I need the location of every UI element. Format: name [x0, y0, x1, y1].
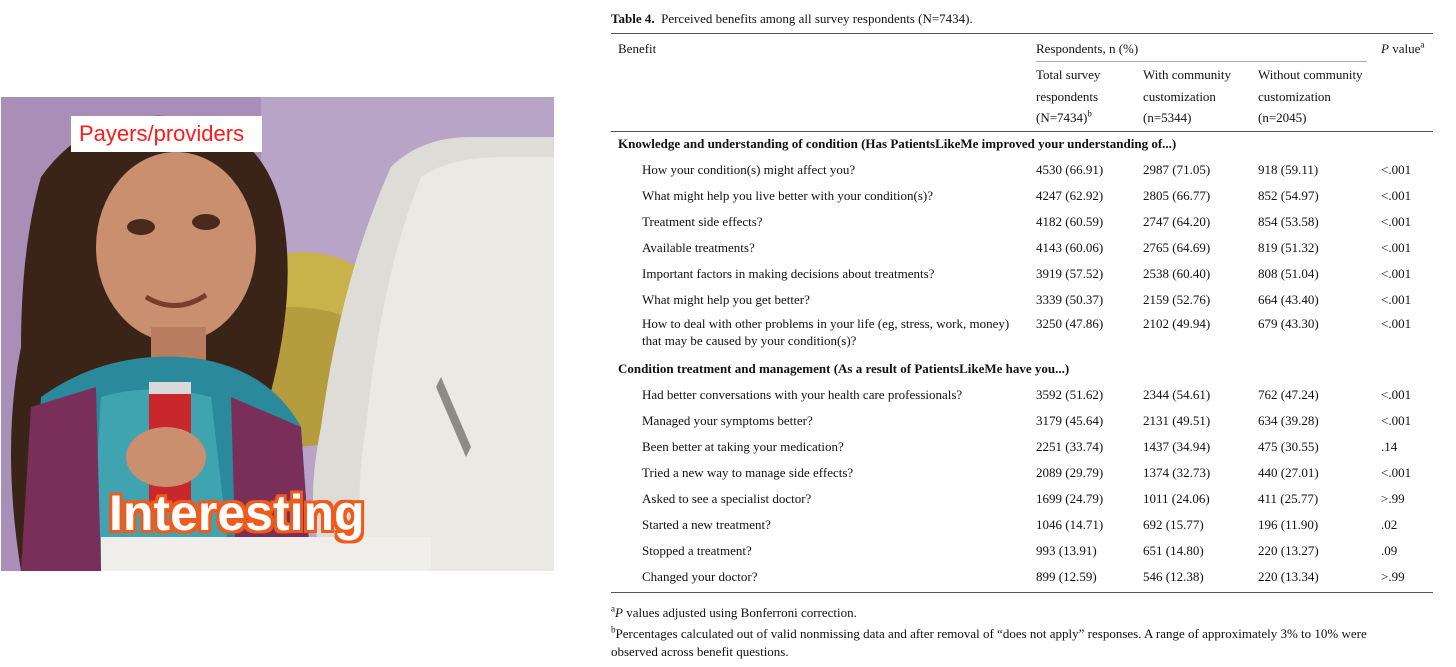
with-cell: 2159 (52.76) — [1143, 292, 1211, 307]
meme-caption: Interesting — [109, 485, 365, 541]
header-total-l1: Total survey — [1036, 67, 1101, 82]
header-p-value: P value$^a$ — [1381, 39, 1425, 56]
p-cell: <.001 — [1381, 292, 1412, 307]
p-cell: .09 — [1381, 543, 1398, 558]
with-cell: 2987 (71.05) — [1143, 162, 1211, 177]
with-cell: 2131 (49.51) — [1143, 413, 1211, 428]
benefit-cell: What might help you live better with your condition(s)? — [642, 188, 933, 203]
footnote-a: $^a$P values adjusted using Bonferroni correction. — [611, 603, 857, 620]
total-cell: 4182 (60.59) — [1036, 214, 1104, 229]
with-cell: 1011 (24.06) — [1143, 491, 1210, 506]
footnote-b-cont: observed across benefit questions. — [611, 644, 789, 659]
total-cell: 4247 (62.92) — [1036, 188, 1104, 203]
total-cell: 993 (13.91) — [1036, 543, 1097, 558]
benefit-cell: Available treatments? — [642, 240, 755, 255]
without-cell: 475 (30.55) — [1258, 439, 1319, 454]
without-cell: 819 (51.32) — [1258, 240, 1319, 255]
benefit-cell: Had better conversations with your health care professionals? — [642, 387, 963, 402]
header-without-l2: customization — [1258, 89, 1331, 104]
without-cell: 220 (13.27) — [1258, 543, 1319, 558]
with-cell: 1437 (34.94) — [1143, 439, 1211, 454]
p-cell: <.001 — [1381, 162, 1412, 177]
benefit-cell: Tried a new way to manage side effects? — [642, 465, 854, 480]
total-cell: 4530 (66.91) — [1036, 162, 1104, 177]
benefit-cell: How to deal with other problems in your life (eg, stress, work, money) — [642, 316, 1010, 331]
total-cell: 4143 (60.06) — [1036, 240, 1104, 255]
total-cell: 3919 (57.52) — [1036, 266, 1104, 281]
p-cell: <.001 — [1381, 465, 1412, 480]
with-cell: 1374 (32.73) — [1143, 465, 1211, 480]
total-cell: 3339 (50.37) — [1036, 292, 1104, 307]
table-top-rule — [611, 33, 1433, 34]
benefit-cell: Stopped a treatment? — [642, 543, 752, 558]
meme-top-label: Payers/providers — [71, 116, 262, 152]
p-cell: <.001 — [1381, 240, 1412, 255]
without-cell: 852 (54.97) — [1258, 188, 1319, 203]
benefit-cell: Changed your doctor? — [642, 569, 758, 584]
without-cell: 196 (11.90) — [1258, 517, 1319, 532]
without-cell: 411 (25.77) — [1258, 491, 1319, 506]
p-cell: <.001 — [1381, 387, 1412, 402]
total-cell: 3250 (47.86) — [1036, 316, 1104, 331]
benefit-cell: How your condition(s) might affect you? — [642, 162, 856, 177]
benefit-cell: Treatment side effects? — [642, 214, 763, 229]
header-with-l3: (n=5344) — [1143, 110, 1192, 125]
without-cell: 918 (59.11) — [1258, 162, 1319, 177]
header-benefit: Benefit — [618, 41, 657, 56]
p-cell: >.99 — [1381, 569, 1405, 584]
with-cell: 692 (15.77) — [1143, 517, 1204, 532]
header-with-l2: customization — [1143, 89, 1216, 104]
without-cell: 679 (43.30) — [1258, 316, 1319, 331]
header-bottom-rule — [611, 131, 1433, 132]
total-cell: 3179 (45.64) — [1036, 413, 1104, 428]
header-respondents-rule — [1036, 61, 1367, 62]
p-cell: .02 — [1381, 517, 1398, 532]
meme-image — [1, 97, 554, 571]
p-cell: <.001 — [1381, 266, 1412, 281]
benefit-cell: Managed your symptoms better? — [642, 413, 813, 428]
without-cell: 440 (27.01) — [1258, 465, 1319, 480]
benefit-cell: What might help you get better? — [642, 292, 810, 307]
p-cell: <.001 — [1381, 188, 1412, 203]
without-cell: 762 (47.24) — [1258, 387, 1319, 402]
header-without-l3: (n=2045) — [1258, 110, 1307, 125]
table-number: Table 4. — [611, 11, 655, 26]
with-cell: 2344 (54.61) — [1143, 387, 1211, 402]
header-with-l1: With community — [1143, 67, 1231, 82]
without-cell: 808 (51.04) — [1258, 266, 1319, 281]
benefit-cell: Asked to see a specialist doctor? — [642, 491, 812, 506]
without-cell: 634 (39.28) — [1258, 413, 1319, 428]
header-respondents: Respondents, n (%) — [1036, 41, 1139, 56]
total-cell: 1046 (14.71) — [1036, 517, 1104, 532]
total-cell: 899 (12.59) — [1036, 569, 1097, 584]
with-cell: 651 (14.80) — [1143, 543, 1204, 558]
benefit-cell: Started a new treatment? — [642, 517, 771, 532]
total-cell: 1699 (24.79) — [1036, 491, 1104, 506]
table-bottom-rule — [611, 592, 1433, 593]
total-cell: 2251 (33.74) — [1036, 439, 1104, 454]
p-cell: <.001 — [1381, 214, 1412, 229]
without-cell: 220 (13.34) — [1258, 569, 1319, 584]
header-total-l2: respondents — [1036, 89, 1099, 104]
footnote-b: $^b$Percentages calculated out of valid nonmissing data and after removal of “does not apply” responses. A range of approximately 3% to 10% were — [611, 624, 1367, 641]
total-cell: 3592 (51.62) — [1036, 387, 1104, 402]
section-treatment: Condition treatment and management (As a result of PatientsLikeMe have you...) — [618, 361, 1070, 376]
table-title — [611, 11, 973, 27]
p-cell: <.001 — [1381, 413, 1412, 428]
with-cell: 2747 (64.20) — [1143, 214, 1211, 229]
with-cell: 2765 (64.69) — [1143, 240, 1211, 255]
p-cell: >.99 — [1381, 491, 1405, 506]
header-total-l3: (N=7434)$^b$ — [1036, 108, 1092, 125]
benefit-cell: Been better at taking your medication? — [642, 439, 844, 454]
without-cell: 854 (53.58) — [1258, 214, 1319, 229]
with-cell: 546 (12.38) — [1143, 569, 1204, 584]
benefits-table — [611, 0, 1433, 667]
table-caption: Perceived benefits among all survey respondents (N=7434). — [661, 11, 973, 26]
with-cell: 2102 (49.94) — [1143, 316, 1211, 331]
p-cell: .14 — [1381, 439, 1398, 454]
with-cell: 2805 (66.77) — [1143, 188, 1211, 203]
section-knowledge: Knowledge and understanding of condition (Has PatientsLikeMe improved your understanding of...) — [618, 136, 1177, 151]
header-without-l1: Without community — [1258, 67, 1363, 82]
benefit-cell-cont: that may be caused by your condition(s)? — [642, 333, 857, 348]
with-cell: 2538 (60.40) — [1143, 266, 1211, 281]
p-cell: <.001 — [1381, 316, 1412, 331]
total-cell: 2089 (29.79) — [1036, 465, 1104, 480]
benefit-cell: Important factors in making decisions about treatments? — [642, 266, 935, 281]
without-cell: 664 (43.40) — [1258, 292, 1319, 307]
